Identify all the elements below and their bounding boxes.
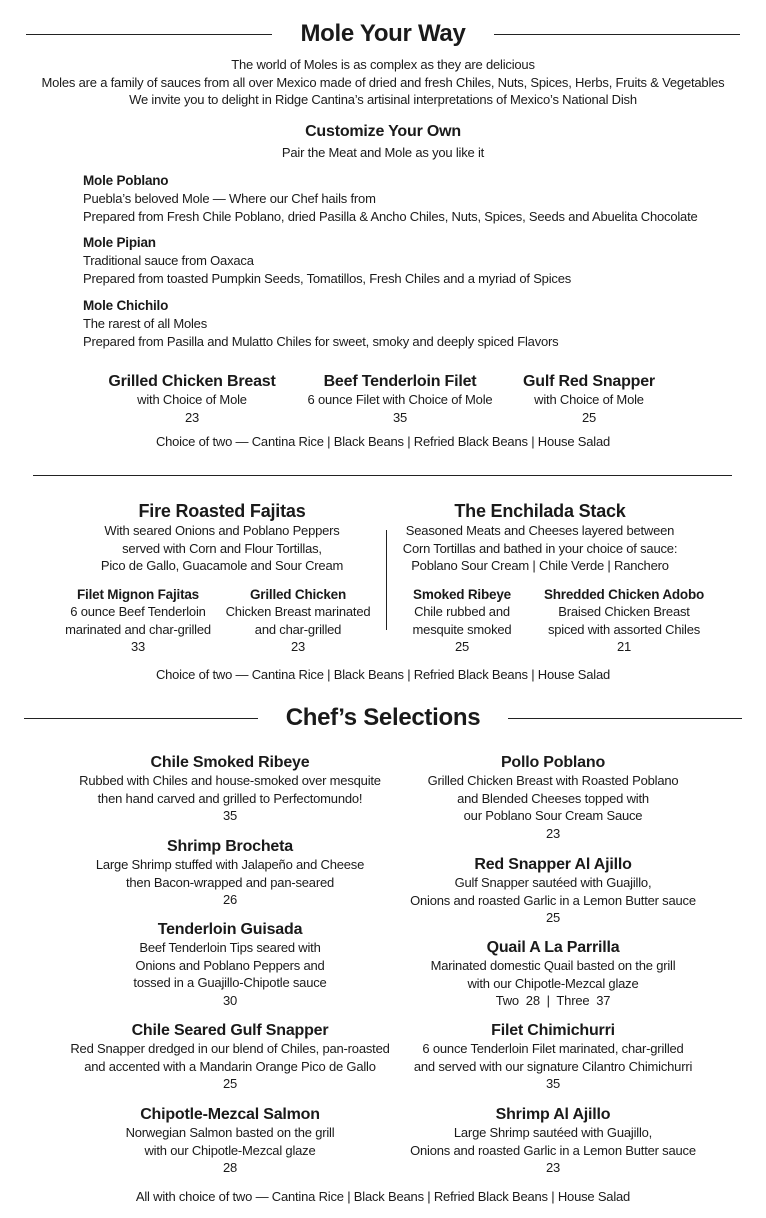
header-rule-right bbox=[508, 718, 742, 719]
dish-name: Chipotle-Mezcal Salmon bbox=[140, 1106, 320, 1123]
dish-desc: then hand carved and grilled to Perfectomundo! bbox=[97, 790, 363, 806]
mole-name: Mole Chichilo bbox=[83, 298, 169, 313]
mole-item-pipian bbox=[83, 234, 743, 288]
item-price: 33 bbox=[130, 639, 146, 654]
header-rule-left bbox=[24, 718, 258, 719]
chef-title: Chef’s Selections bbox=[285, 704, 481, 731]
item-desc: mesquite smoked bbox=[412, 621, 512, 637]
fajitas-desc-line: served with Corn and Flour Tortillas, bbox=[122, 540, 322, 556]
fajitas-enchilada-sides: Choice of two — Cantina Rice | Black Beans | Refried Black Beans | House Salad bbox=[155, 667, 611, 682]
mole-description: Prepared from Pasilla and Mulatto Chiles for sweet, smoky and deeply spiced Flavors bbox=[83, 334, 559, 349]
dish-price: 28 bbox=[222, 1160, 238, 1175]
fajitas-desc-line: With seared Onions and Poblano Peppers bbox=[104, 523, 340, 538]
customize-subtitle: Pair the Meat and Mole as you like it bbox=[281, 145, 485, 160]
mole-sides: Choice of two — Cantina Rice | Black Beans | Refried Black Beans | House Salad bbox=[155, 434, 611, 449]
dish-price: Two 28 | Three 37 bbox=[495, 993, 611, 1008]
item-name: Smoked Ribeye bbox=[413, 587, 511, 602]
dish-desc: Rubbed with Chiles and house-smoked over mesquite bbox=[79, 773, 381, 788]
mole-origin: The rarest of all Moles bbox=[83, 316, 208, 331]
enchilada-section bbox=[380, 500, 700, 575]
meat-name: Grilled Chicken Breast bbox=[108, 373, 276, 390]
dish-desc: tossed in a Guajillo-Chipotle sauce bbox=[133, 975, 327, 990]
chef-item-tenderloin-guisada bbox=[50, 920, 410, 1009]
mole-description: Prepared from toasted Pumpkin Seeds, Tomatillos, Fresh Chiles and a myriad of Spices bbox=[83, 271, 572, 286]
dish-desc: Onions and roasted Garlic in a Lemon Butter sauce bbox=[410, 892, 696, 908]
enchilada-desc-line: Poblano Sour Cream | Chile Verde | Ranchero bbox=[411, 558, 669, 573]
meat-chicken bbox=[92, 372, 292, 426]
dish-desc: Gulf Snapper sautéed with Guajillo, bbox=[454, 875, 652, 890]
enchilada-desc-line: Corn Tortillas and bathed in your choice of sauce: bbox=[402, 540, 678, 556]
dish-name: Filet Chimichurri bbox=[491, 1022, 615, 1039]
dish-price: 35 bbox=[222, 808, 238, 823]
meat-beef bbox=[290, 372, 510, 426]
meat-description: with Choice of Mole bbox=[137, 392, 247, 407]
dish-name: Red Snapper Al Ajillo bbox=[474, 856, 632, 873]
mole-intro bbox=[0, 56, 766, 109]
dish-desc: with our Chipotle-Mezcal glaze bbox=[144, 1142, 316, 1158]
chef-item-chipotle-salmon bbox=[50, 1105, 410, 1177]
chef-sides: All with choice of two — Cantina Rice | Black Beans | Refried Black Beans | House Salad bbox=[135, 1189, 631, 1204]
enchilada-title: The Enchilada Stack bbox=[454, 501, 626, 521]
dish-price: 23 bbox=[545, 825, 561, 841]
dish-desc: 6 ounce Tenderloin Filet marinated, char-grilled bbox=[422, 1041, 684, 1056]
item-name: Grilled Chicken bbox=[249, 587, 347, 602]
dish-desc: Onions and roasted Garlic in a Lemon Butter sauce bbox=[410, 1142, 696, 1158]
dish-name: Quail A La Parrilla bbox=[486, 939, 620, 956]
dish-desc: Large Shrimp stuffed with Jalapeño and Cheese bbox=[95, 857, 365, 872]
dish-desc: our Poblano Sour Cream Sauce bbox=[463, 808, 643, 823]
dish-name: Shrimp Brocheta bbox=[167, 838, 293, 855]
chef-item-chile-seared-snapper bbox=[50, 1021, 410, 1093]
item-name: Shredded Chicken Adobo bbox=[543, 587, 705, 602]
dish-desc: then Bacon-wrapped and pan-seared bbox=[125, 874, 335, 890]
intro-line: Moles are a family of sauces from all over Mexico made of dried and fresh Chiles, Nuts, Spices, Herbs, Fruits & Vegetables bbox=[41, 74, 725, 90]
dish-name: Shrimp Al Ajillo bbox=[495, 1106, 611, 1123]
mole-name: Mole Pipian bbox=[83, 235, 156, 250]
enchilada-item-ribeye bbox=[392, 586, 532, 656]
intro-line: We invite you to delight in Ridge Cantina’s artisinal interpretations of Mexico’s National Dish bbox=[129, 92, 637, 107]
mole-origin: Traditional sauce from Oaxaca bbox=[83, 253, 254, 268]
dish-price: 26 bbox=[222, 892, 238, 907]
item-desc: and char-grilled bbox=[254, 621, 342, 637]
dish-desc: and Blended Cheeses topped with bbox=[457, 790, 649, 806]
item-desc: Chicken Breast marinated bbox=[225, 604, 371, 619]
dish-desc: Beef Tenderloin Tips seared with bbox=[139, 940, 321, 955]
fajitas-title: Fire Roasted Fajitas bbox=[138, 501, 306, 521]
item-desc: Chile rubbed and bbox=[414, 604, 510, 619]
mole-title: Mole Your Way bbox=[300, 20, 466, 47]
dish-name: Pollo Poblano bbox=[500, 754, 606, 771]
dish-desc: Marinated domestic Quail basted on the grill bbox=[430, 958, 676, 973]
dish-desc: and served with our signature Cilantro Chimichurri bbox=[413, 1058, 693, 1074]
mole-origin: Puebla’s beloved Mole — Where our Chef hails from bbox=[83, 191, 376, 206]
dish-desc: Grilled Chicken Breast with Roasted Poblano bbox=[427, 773, 679, 788]
chef-item-quail bbox=[373, 938, 733, 1010]
section-divider bbox=[33, 475, 732, 476]
dish-desc: Large Shrimp sautéed with Guajillo, bbox=[453, 1125, 653, 1140]
chef-item-pollo-poblano bbox=[373, 753, 733, 842]
item-desc: marinated and char-grilled bbox=[65, 621, 211, 637]
item-desc: spiced with assorted Chiles bbox=[547, 621, 701, 637]
dish-price: 23 bbox=[545, 1160, 561, 1175]
dish-price: 25 bbox=[222, 1076, 238, 1091]
item-name: Filet Mignon Fajitas bbox=[76, 587, 199, 602]
meat-snapper bbox=[499, 372, 679, 426]
enchilada-desc-line: Seasoned Meats and Cheeses layered between bbox=[405, 523, 675, 538]
meat-price: 25 bbox=[581, 409, 597, 425]
meat-description: with Choice of Mole bbox=[534, 392, 644, 407]
dish-price: 25 bbox=[545, 910, 561, 925]
dish-price: 35 bbox=[545, 1076, 561, 1091]
fajitas-desc-line: Pico de Gallo, Guacamole and Sour Cream bbox=[100, 558, 344, 573]
mole-item-poblano bbox=[83, 172, 743, 226]
mole-section-header bbox=[0, 20, 766, 48]
dish-name: Tenderloin Guisada bbox=[157, 921, 303, 938]
dish-price: 30 bbox=[222, 992, 238, 1008]
chef-item-shrimp-brocheta bbox=[50, 837, 410, 909]
dish-desc: Norwegian Salmon basted on the grill bbox=[125, 1125, 335, 1140]
customize-title: Customize Your Own bbox=[305, 123, 461, 140]
item-price: 21 bbox=[616, 639, 632, 654]
dish-desc: with our Chipotle-Mezcal glaze bbox=[467, 975, 639, 991]
mole-description: Prepared from Fresh Chile Poblano, dried Pasilla & Ancho Chiles, Nuts, Spices, Seeds and Abuelita Chocolate bbox=[83, 209, 698, 224]
chef-section-header bbox=[0, 704, 766, 732]
dish-desc: Onions and Poblano Peppers and bbox=[135, 957, 325, 973]
item-price: 23 bbox=[290, 639, 306, 654]
dish-desc: Red Snapper dredged in our blend of Chiles, pan-roasted bbox=[70, 1041, 390, 1056]
dish-desc: and accented with a Mandarin Orange Pico de Gallo bbox=[84, 1058, 376, 1074]
chef-item-filet-chimichurri bbox=[373, 1021, 733, 1093]
header-rule-right bbox=[494, 34, 740, 35]
meat-price: 23 bbox=[184, 409, 200, 425]
meat-price: 35 bbox=[392, 409, 408, 425]
fajita-item-filet bbox=[58, 586, 218, 656]
chef-item-shrimp-ajillo bbox=[373, 1105, 733, 1177]
item-desc: 6 ounce Beef Tenderloin bbox=[70, 604, 206, 619]
fajita-item-chicken bbox=[218, 586, 378, 656]
chef-item-red-snapper-ajillo bbox=[373, 855, 733, 927]
item-desc: Braised Chicken Breast bbox=[558, 604, 690, 619]
fajitas-section bbox=[62, 500, 382, 575]
item-price: 25 bbox=[454, 639, 470, 654]
meat-name: Beef Tenderloin Filet bbox=[323, 373, 477, 390]
dish-name: Chile Seared Gulf Snapper bbox=[131, 1022, 329, 1039]
chef-item-chile-smoked-ribeye bbox=[50, 753, 410, 825]
mole-name: Mole Poblano bbox=[83, 173, 169, 188]
header-rule-left bbox=[26, 34, 272, 35]
dish-name: Chile Smoked Ribeye bbox=[150, 754, 310, 771]
meat-description: 6 ounce Filet with Choice of Mole bbox=[307, 392, 493, 407]
mole-item-chichilo bbox=[83, 297, 743, 351]
enchilada-item-adobo bbox=[534, 586, 714, 656]
meat-name: Gulf Red Snapper bbox=[523, 373, 655, 390]
intro-line: The world of Moles is as complex as they are delicious bbox=[231, 57, 535, 72]
